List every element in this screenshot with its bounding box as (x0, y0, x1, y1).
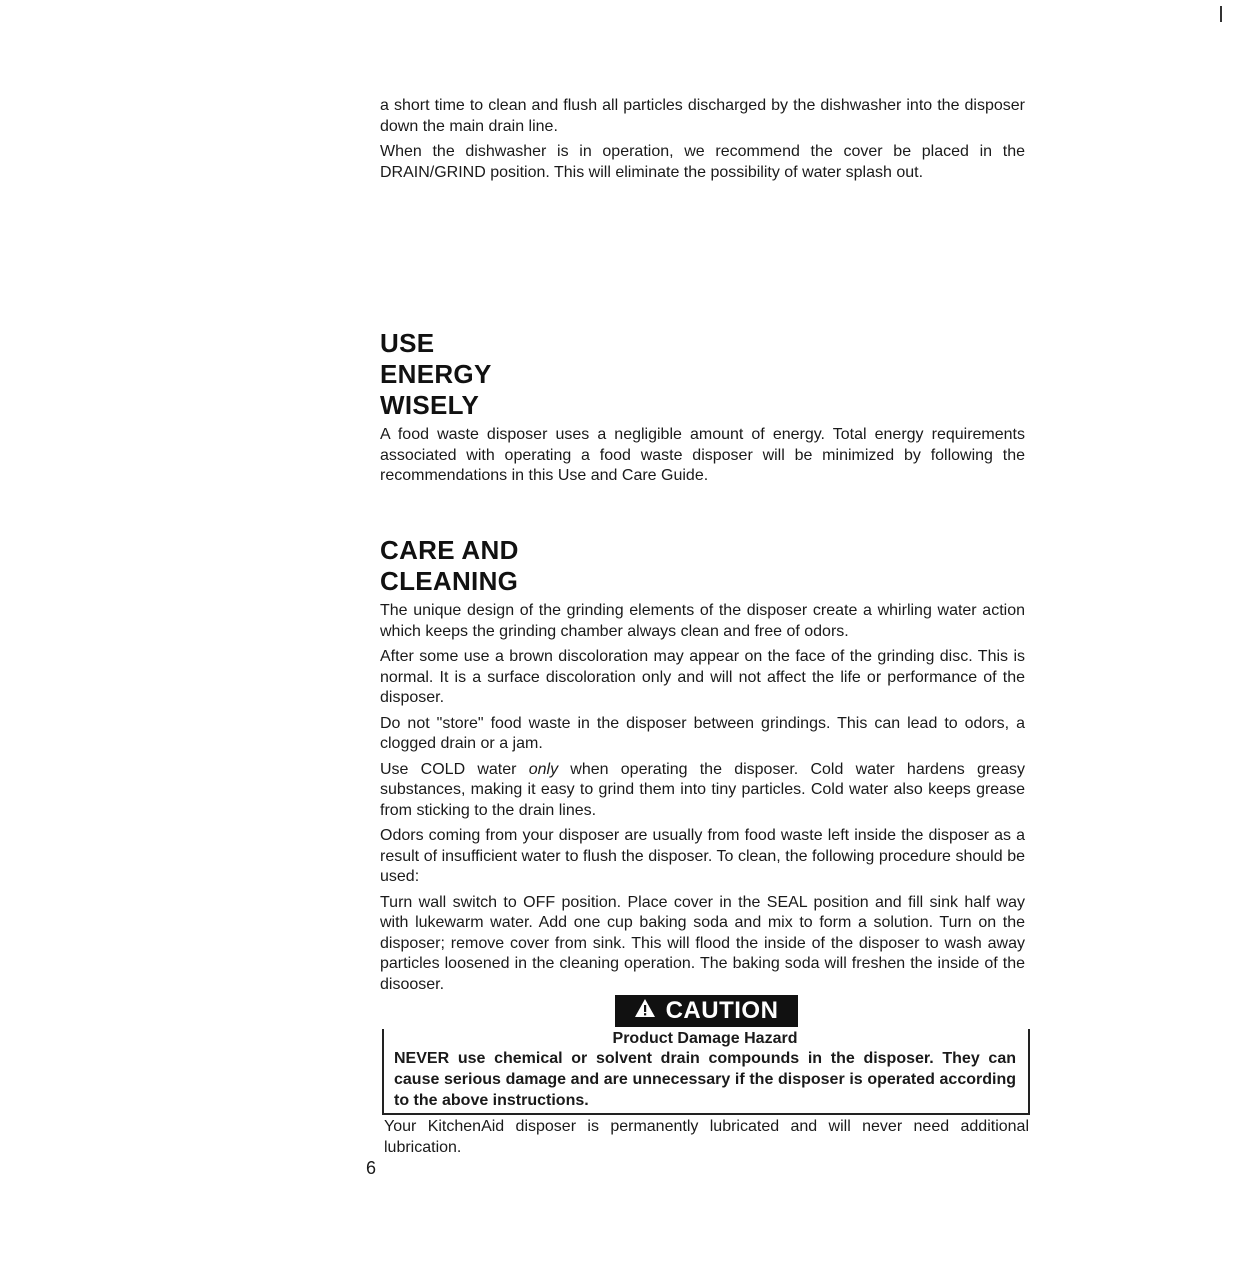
care-paragraph-5: Odors coming from your disposer are usually from food waste left inside the disposer as a result of insufficient water to flush the disposer. To clean, the following procedure should be used: (380, 827, 1025, 885)
energy-heading-line-1: USE (380, 328, 435, 358)
energy-heading-line-2: ENERGY (380, 359, 492, 389)
intro-section (380, 96, 1025, 183)
lubrication-paragraph: Your KitchenAid disposer is permanently lubricated and will never need additional lubrication. (384, 1118, 1029, 1156)
page-number: 6 (366, 1158, 377, 1178)
energy-heading-line-3: WISELY (380, 390, 480, 420)
hazard-warning-text: NEVER use chemical or solvent drain compounds in the disposer. They can cause serious damage and are unnecessary if the disposer is operated according to the above instructions. (394, 1050, 1016, 1109)
caution-notice (382, 995, 1030, 1115)
care-heading-line-1: CARE AND (380, 535, 519, 565)
intro-paragraph-2: When the dishwasher is in operation, we recommend the cover be placed in the DRAIN/GRIND position. This will eliminate the possibility of water splash out. (380, 143, 1025, 181)
caution-label-text: CAUTION (665, 997, 779, 1024)
care-and-cleaning-section (380, 535, 1025, 995)
intro-paragraph-1: a short time to clean and flush all particles discharged by the dishwasher into the disposer down the main drain line. (380, 97, 1025, 135)
energy-heading (380, 328, 1025, 421)
use-energy-wisely-section (380, 328, 1025, 487)
hazard-title: Product Damage Hazard (612, 1030, 798, 1047)
lubrication-section (384, 1117, 1029, 1158)
warning-triangle-icon (634, 997, 656, 1025)
care-heading (380, 535, 1025, 597)
care-paragraph-1: The unique design of the grinding elements of the disposer create a whirling water action which keeps the grinding chamber always clean and free of odors. (380, 602, 1025, 640)
care-paragraph-4 (380, 760, 1025, 822)
care-paragraph-4-emphasis: only (528, 760, 559, 778)
care-paragraph-3: Do not "store" food waste in the disposer between grindings. This can lead to odors, a clogged drain or a jam. (380, 714, 1025, 752)
page-edge-mark (1220, 6, 1222, 22)
care-paragraph-4-end: when operating the disposer. Cold water hardens greasy substances, making it easy to grind them into tiny particles. Cold water also keeps grease from sticking to the drain lines. (380, 760, 1026, 819)
care-heading-line-2: CLEANING (380, 566, 519, 596)
care-paragraph-6: Turn wall switch to OFF position. Place cover in the SEAL position and fill sink half way with lukewarm water. Add one cup baking soda and mix to form a solution. Turn on the disposer; remove cover from sink. This will flood the inside of the disposer to wash away particles loosened in the cleaning operation. The baking soda will freshen the inside of the disooser. (380, 893, 1025, 993)
caution-box (382, 1029, 1030, 1115)
caution-label (615, 995, 798, 1027)
energy-paragraph: A food waste disposer uses a negligible amount of energy. Total energy requirements associated with operating a food waste disposer will be minimized by following the recommendations in this Use and Care Guide. (380, 426, 1025, 484)
care-paragraph-4-start: Use COLD water (380, 760, 529, 778)
care-paragraph-2: After some use a brown discoloration may appear on the face of the grinding disc. This is normal. It is a surface discoloration only and will not affect the life or performance of the disposer. (380, 648, 1025, 706)
